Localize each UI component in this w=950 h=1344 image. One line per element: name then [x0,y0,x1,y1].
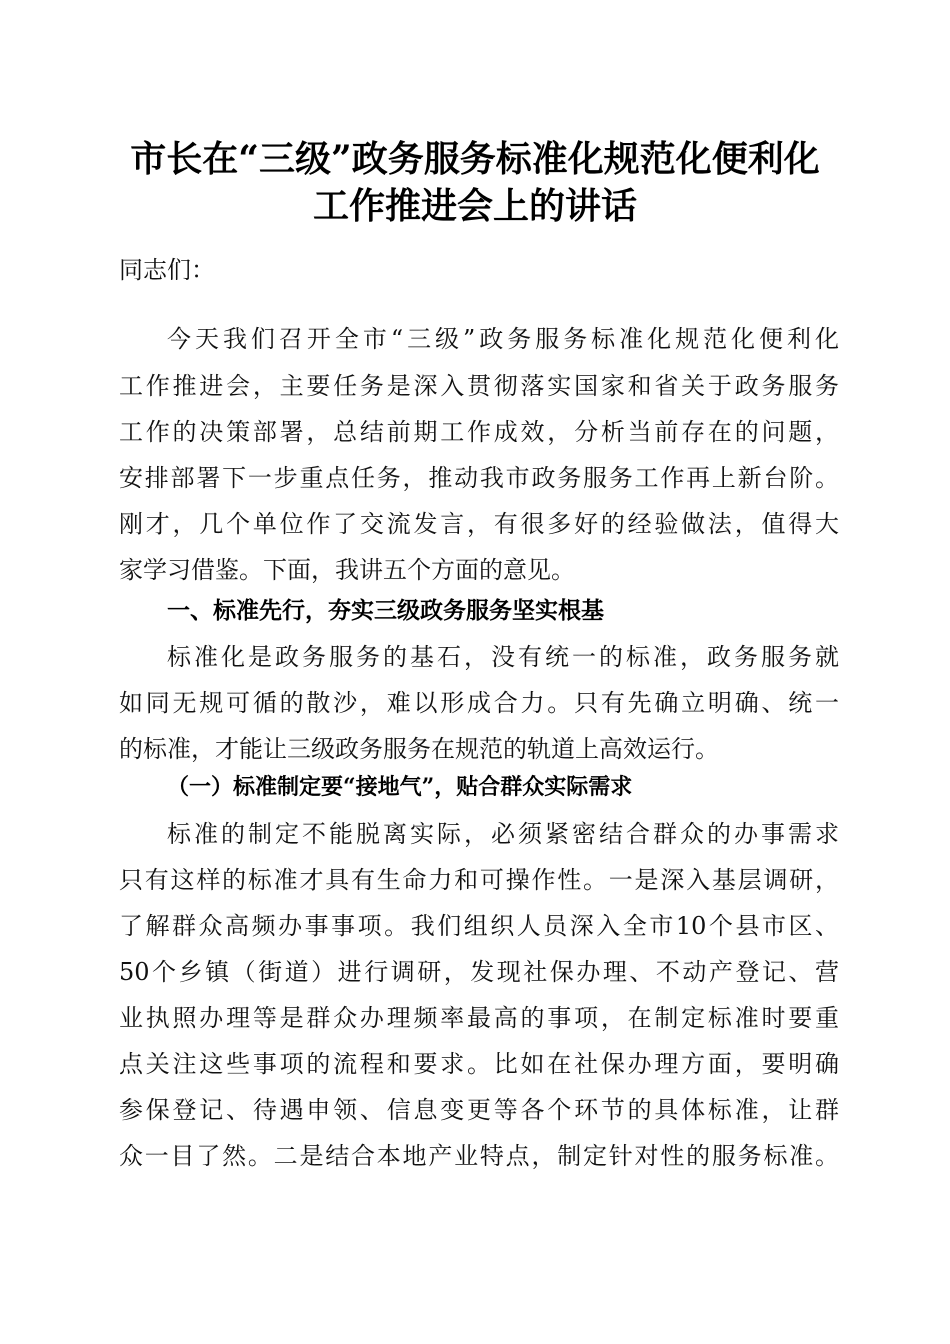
intro-line: 安排部署下一步重点任务，推动我市政务服务工作再上新台阶。 [119,464,839,492]
subsection-paragraph-line: 众一目了然。二是结合本地产业特点，制定针对性的服务标准。 [119,1142,839,1170]
document-title-line-1: 市长在“三级”政务服务标准化规范化便利化 [130,138,820,180]
subsection-paragraph-line: 参保登记、待遇申领、信息变更等各个环节的具体标准，让群 [119,1096,839,1124]
document-title-line-2: 工作推进会上的讲话 [312,185,637,227]
section-paragraph-line: 的标准，才能让三级政务服务在规范的轨道上高效运行。 [119,735,719,763]
section-paragraph-line: 标准化是政务服务的基石，没有统一的标准，政务服务就 [167,643,839,671]
section-heading: 一、标准先行，夯实三级政务服务坚实根基 [167,598,604,624]
subsection-paragraph-line: 业执照办理等是群众办理频率最高的事项，在制定标准时要重 [119,1004,839,1032]
section-paragraph-line: 如同无规可循的散沙，难以形成合力。只有先确立明确、统一 [119,689,839,717]
intro-line: 家学习借鉴。下面，我讲五个方面的意见。 [119,556,575,584]
subsection-heading: （一）标准制定要“接地气”，贴合群众实际需求 [167,774,633,800]
intro-line: 工作推进会，主要任务是深入贯彻落实国家和省关于政务服务 [119,372,839,400]
salutation: 同志们： [119,256,215,284]
intro-line: 今天我们召开全市“三级”政务服务标准化规范化便利化 [167,325,839,353]
subsection-paragraph-line: 点关注这些事项的流程和要求。比如在社保办理方面，要明确 [119,1050,839,1078]
intro-line: 工作的决策部署，总结前期工作成效，分析当前存在的问题， [119,418,839,446]
subsection-paragraph-line: 标准的制定不能脱离实际，必须紧密结合群众的办事需求 [167,820,839,848]
subsection-paragraph-line: 只有这样的标准才具有生命力和可操作性。一是深入基层调研， [119,866,839,894]
subsection-paragraph-line: 了解群众高频办事事项。我们组织人员深入全市10个县市区、 [119,912,839,940]
intro-line: 刚才，几个单位作了交流发言，有很多好的经验做法，值得大 [119,510,839,538]
subsection-paragraph-line: 50个乡镇（街道）进行调研，发现社保办理、不动产登记、营 [119,958,839,986]
